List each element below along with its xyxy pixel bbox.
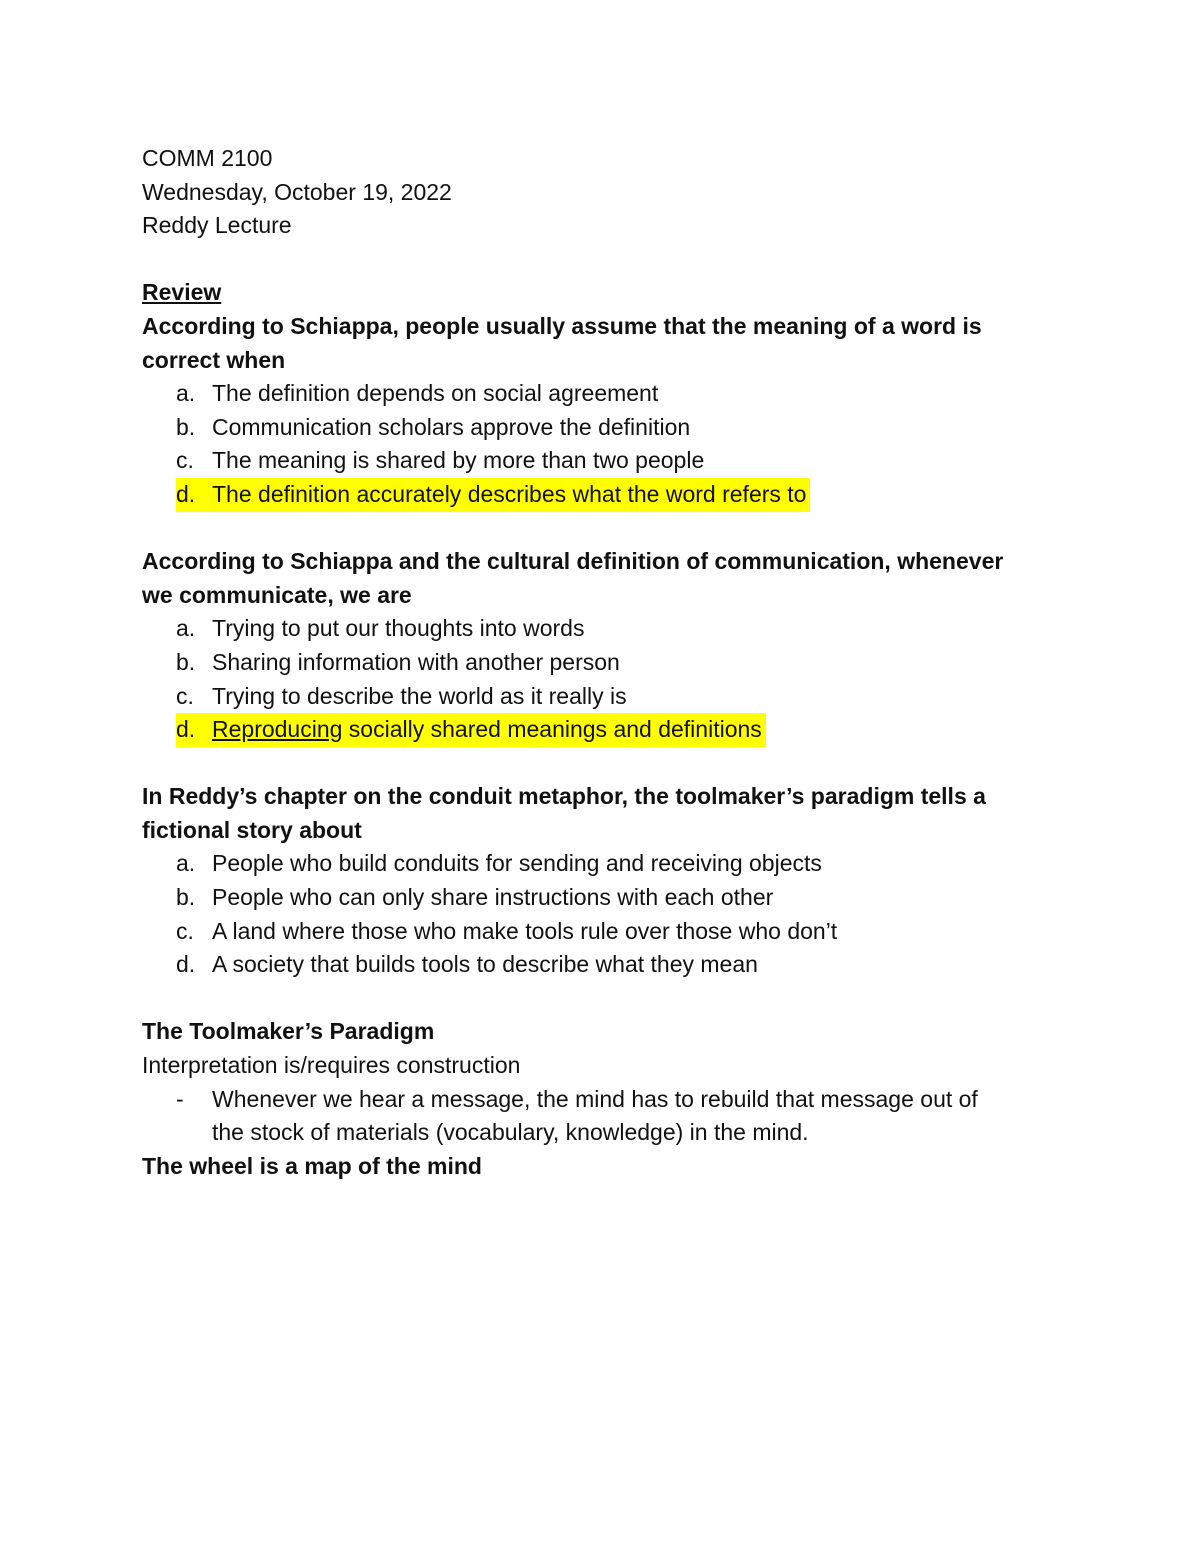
option-text: People who can only share instructions with each other <box>212 884 774 911</box>
option-letter: b. <box>176 884 196 911</box>
section-heading: The Toolmaker’s Paradigm <box>142 1018 435 1045</box>
option-letter: d. <box>176 951 196 978</box>
question-1-option-b <box>142 411 1062 445</box>
question-2-stem-line-2: we communicate, we are <box>142 581 412 608</box>
option-letter: a. <box>176 850 196 877</box>
question-3-option-b <box>142 881 1062 915</box>
spacer <box>142 747 1062 781</box>
question-2-option-d-highlighted <box>176 713 1062 747</box>
lecture-title: Reddy Lecture <box>142 212 292 239</box>
question-1-option-a <box>142 377 1062 411</box>
dash-item-line-1: Whenever we hear a message, the mind has to rebuild that message out of <box>212 1085 978 1112</box>
question-3-options <box>142 847 1062 981</box>
option-text: The meaning is shared by more than two people <box>212 447 705 474</box>
question-1-stem-line-2: correct when <box>142 346 286 373</box>
option-letter: b. <box>176 648 196 675</box>
dash-marker: - <box>176 1085 184 1112</box>
spacer <box>142 243 1062 277</box>
option-letter: c. <box>176 447 194 474</box>
question-3-stem-line-2: fictional story about <box>142 816 362 843</box>
question-3 <box>142 780 1062 982</box>
option-letter: a. <box>176 615 196 642</box>
question-2-option-a <box>142 612 1062 646</box>
question-3-stem-line-1: In Reddy’s chapter on the conduit metaphor, the toolmaker’s paradigm tells a <box>142 783 986 810</box>
option-letter: d. <box>176 716 196 743</box>
option-letter: a. <box>176 380 196 407</box>
question-2-options <box>142 612 1062 746</box>
option-letter: c. <box>176 917 194 944</box>
question-1-stem-line-1: According to Schiappa, people usually assume that the meaning of a word is <box>142 312 982 339</box>
option-text: A land where those who make tools rule over those who don’t <box>212 917 838 944</box>
option-text: Communication scholars approve the definition <box>212 413 691 440</box>
question-2 <box>142 545 1062 747</box>
question-1-options <box>142 377 1062 511</box>
question-3-option-a <box>142 847 1062 881</box>
option-text: A society that builds tools to describe what they mean <box>212 951 758 978</box>
option-text: People who build conduits for sending and receiving objects <box>212 850 822 877</box>
option-text: socially shared meanings and definitions <box>342 716 762 743</box>
option-letter: c. <box>176 682 194 709</box>
option-letter: b. <box>176 413 196 440</box>
question-1-option-d-highlighted <box>176 478 1062 512</box>
dash-list-item <box>142 1083 1062 1150</box>
spacer <box>142 512 1062 546</box>
question-3-option-d <box>142 948 1062 982</box>
option-text: The definition accurately describes what the word refers to <box>212 480 807 507</box>
section-subheading: Interpretation is/requires construction <box>142 1052 521 1079</box>
question-1-option-c <box>142 444 1062 478</box>
highlight-mark <box>176 713 766 747</box>
question-2-option-c <box>142 680 1062 714</box>
course-code: COMM 2100 <box>142 145 273 171</box>
option-text-underlined: Reproducing <box>212 716 343 743</box>
question-1 <box>142 310 1062 512</box>
review-heading: Review <box>142 279 222 306</box>
option-text: The definition depends on social agreement <box>212 380 659 407</box>
lecture-date: Wednesday, October 19, 2022 <box>142 178 452 205</box>
option-text: Sharing information with another person <box>212 648 620 675</box>
option-text: Trying to put our thoughts into words <box>212 615 585 642</box>
spacer <box>142 982 1062 1016</box>
highlight-mark <box>176 478 810 512</box>
document-page <box>142 142 1062 1183</box>
closing-statement: The wheel is a map of the mind <box>142 1152 482 1179</box>
dash-item-line-2: the stock of materials (vocabulary, knowledge) in the mind. <box>212 1119 809 1146</box>
question-3-option-c <box>142 915 1062 949</box>
option-letter: d. <box>176 480 196 507</box>
question-2-stem-line-1: According to Schiappa and the cultural definition of communication, whenever <box>142 548 1004 575</box>
question-2-option-b <box>142 646 1062 680</box>
option-text: Trying to describe the world as it really is <box>212 682 627 709</box>
